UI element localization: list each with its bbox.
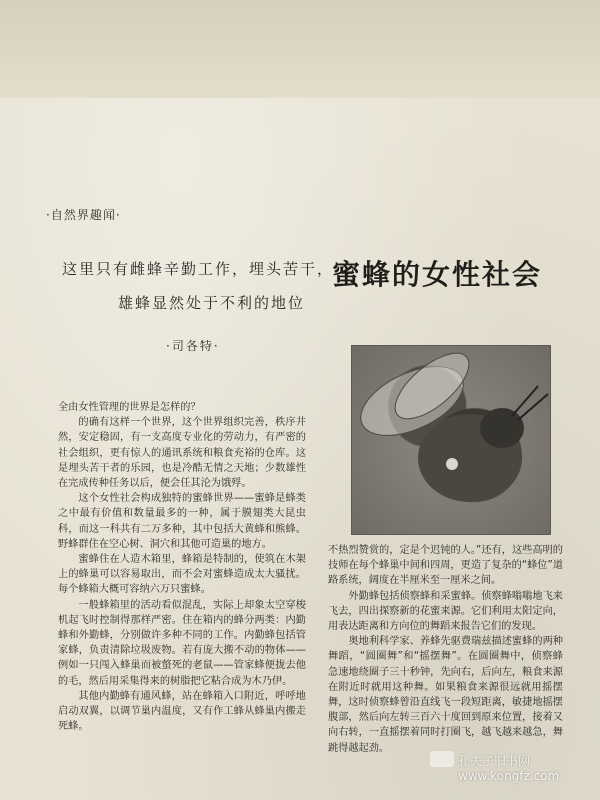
watermark-logo-icon <box>430 751 454 767</box>
paragraph: 奥地利科学家、养蜂先驱费瑞兹描述蜜蜂的两种舞蹈，“圆圈舞”和“摇摆舞”。在圆圈舞中，侦察蜂急速地绕圈子三十秒钟，先向右，后向左，粮食来源在附近时就用这种舞。如果粮食来源很远就用摇摆舞，这时侦察蜂曾沿直线飞一段短距离，敏捷地摇摆腹部，然后向左转三百六十度回到原来位置，接着又向右转，一直摇摆着同时打圈飞，越飞越来越急，舞跳得越起劲。 <box>328 636 563 754</box>
bee-photo <box>351 345 551 535</box>
paragraph: 的确有这样一个世界，这个世界组织完善，秩序井然，安定稳固，有一支高度专业化的劳动力，有严密的社会组织，更有惊人的通讯系统和粮食充裕的仓库。这是埋头苦干者的乐园，也是冷酷无情之天地；少数雄性在完成传种任务以后，便会任其沦为饿殍。 <box>58 417 306 490</box>
section-tag: ·自然界趣闻· <box>46 208 121 222</box>
bee-illustration <box>352 346 550 534</box>
paragraph: 外勤蜂包括侦察蜂和采蜜蜂。侦察蜂嗡嗡地飞来飞去，四出探察新的花蜜来源。它们利用太阳定向，用表达距离和方向位的舞蹈来报告它们的发现。 <box>328 590 563 633</box>
watermark: 孔夫子旧书网 www.kongfz.com <box>458 754 560 783</box>
paragraph: 不热烈赞赏的，定是个迟钝的人。”还有，这些高明的技师在每个蜂巢中间和四周，更造了复杂的“蜂位”道路系统，阔度在半厘米至一厘米之间。 <box>328 545 563 587</box>
paragraph: 这个女性社会构成独特的蜜蜂世界——蜜蜂是蜂类之中最有价值和数量最多的一种，属于膜翅类大昆虫科，而这一科共有二万多种，其中包括大黄蜂和熊蜂。野蜂群住在空心树、洞穴和其他可造巢的地方。 <box>58 493 306 550</box>
paragraph: 蜜蜂住在人造木箱里，蜂箱是特制的，使筑在木架上的蜂巢可以容易取出，而不会对蜜蜂造成太大骚扰。每个蜂箱大概可容纳六万只蜜蜂。 <box>58 554 306 596</box>
paragraph: 其他内勤蜂有通风蜂，站在蜂箱入口附近，呼呼地启动双翼，以调节巢内温度，又有作工蜂从蜂巢内搬走死蜂。 <box>58 690 306 733</box>
paragraph: 一般蜂箱里的活动看似混乱，实际上却象太空穿梭机起飞时控制得那样严密。住在箱内的蜂分两类：内勤蜂和外勤蜂，分别做许多种不同的工作。内勤蜂包括管家蜂，负责清除垃圾废物。若有庞大搬不动的物体——例如一只闯入蜂巢而被螫死的老鼠——管家蜂便拢去他的毛，然后用采集得来的树脂把它粘合成为木乃伊。 <box>58 599 306 687</box>
author-byline: ·司各特· <box>166 339 220 353</box>
previous-page-edge <box>0 0 600 98</box>
article-title: 蜜蜂的女性社会 <box>332 258 543 291</box>
right-column <box>328 543 563 756</box>
left-column <box>58 400 306 734</box>
subtitle-line-2: 雄蜂显然处于不利的地位 <box>118 294 306 312</box>
subtitle-line-1: 这里只有雌蜂辛勤工作，埋头苦干， <box>62 260 335 278</box>
paragraph: 全由女性管理的世界是怎样的？ <box>58 402 201 413</box>
